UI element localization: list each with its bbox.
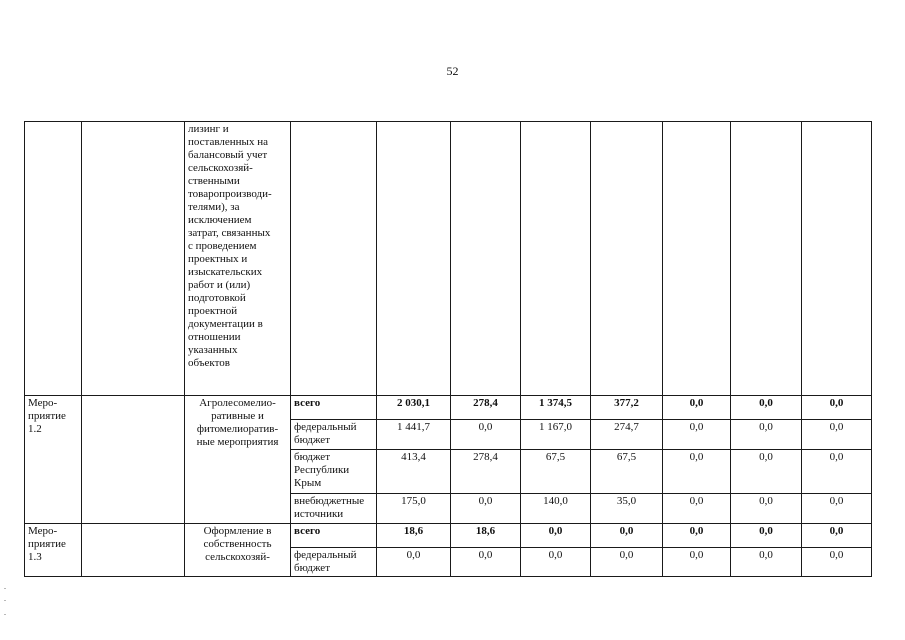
value-cell-col-5: 0,0	[663, 494, 731, 524]
continuation-row	[25, 122, 872, 396]
text-line: сельскохозяй-	[188, 162, 253, 174]
value-cell-col-2: 0,0	[451, 494, 521, 524]
text-line: проектной	[188, 305, 238, 317]
value-cell-col-2: 0,0	[451, 420, 521, 450]
value-cell-col-7: 0,0	[802, 494, 872, 524]
value-cell-col-4: 0,0	[591, 524, 663, 548]
funding-source-cell	[291, 494, 377, 524]
text-line: собственность	[203, 538, 272, 550]
value-cell-col-1: 175,0	[377, 494, 451, 524]
value-cell-col-1: 18,6	[377, 524, 451, 548]
continuation-value-cell	[731, 122, 802, 396]
value-cell-col-3: 0,0	[521, 524, 591, 548]
funding-source-cell	[291, 450, 377, 494]
value-cell-col-3: 1 374,5	[521, 396, 591, 420]
text-line: Крым	[294, 477, 322, 489]
value-cell-col-1: 2 030,1	[377, 396, 451, 420]
value-cell-col-4: 35,0	[591, 494, 663, 524]
value-cell-col-6: 0,0	[731, 494, 802, 524]
text-line: отношении	[188, 331, 241, 343]
text-line: всего	[294, 397, 321, 409]
table-body	[25, 122, 872, 577]
measure-1-2-executor-cell	[82, 396, 185, 524]
text-line: 1.2	[28, 423, 42, 435]
text-line: исключением	[188, 214, 252, 226]
value-cell-col-2: 18,6	[451, 524, 521, 548]
text-line: бюджет	[294, 451, 330, 463]
budget-table	[24, 121, 872, 577]
funding-source-cell	[291, 524, 377, 548]
text-line: ственными	[188, 175, 240, 187]
text-line: сельскохозяй-	[205, 551, 270, 563]
text-line: проектных и	[188, 253, 248, 265]
text-line: приятие	[28, 538, 66, 550]
text-line: приятие	[28, 410, 66, 422]
text-line: Меро-	[28, 525, 58, 537]
value-cell-col-3: 1 167,0	[521, 420, 591, 450]
continuation-value-cell	[802, 122, 872, 396]
funding-source-cell	[291, 420, 377, 450]
funding-source-cell	[291, 396, 377, 420]
text-line: работ и (или)	[188, 279, 251, 291]
text-line: федеральный	[294, 421, 357, 433]
text-line: внебюджетные	[294, 495, 365, 507]
measure-1-2-row-1	[25, 396, 872, 420]
text-line: подготовкой	[188, 292, 246, 304]
value-cell-col-2: 278,4	[451, 450, 521, 494]
value-cell-col-6: 0,0	[731, 420, 802, 450]
continuation-name-cell	[25, 122, 82, 396]
measure-1-2-name-cell	[25, 396, 82, 524]
continuation-source-cell	[291, 122, 377, 396]
text-line: Оформление в	[203, 525, 272, 537]
text-line: изыскательских	[188, 266, 263, 278]
measure-1-2-description-cell	[185, 396, 291, 524]
value-cell-col-1: 1 441,7	[377, 420, 451, 450]
text-line: Республики	[294, 464, 350, 476]
text-line: затрат, связанных	[188, 227, 271, 239]
value-cell-col-1: 0,0	[377, 548, 451, 577]
value-cell-col-6: 0,0	[731, 548, 802, 577]
value-cell-col-6: 0,0	[731, 450, 802, 494]
scan-mark	[4, 614, 6, 615]
text-line: бюджет	[294, 562, 330, 574]
continuation-value-cell	[451, 122, 521, 396]
value-cell-col-5: 0,0	[663, 420, 731, 450]
value-cell-col-4: 274,7	[591, 420, 663, 450]
text-line: товаропроизводи-	[188, 188, 272, 200]
value-cell-col-6: 0,0	[731, 524, 802, 548]
continuation-executor-cell	[82, 122, 185, 396]
measure-1-3-name-cell	[25, 524, 82, 577]
text-line: с проведением	[188, 240, 257, 252]
continuation-value-cell	[377, 122, 451, 396]
value-cell-col-4: 67,5	[591, 450, 663, 494]
funding-source-cell	[291, 548, 377, 577]
value-cell-col-3: 67,5	[521, 450, 591, 494]
value-cell-col-5: 0,0	[663, 450, 731, 494]
text-line: ные мероприятия	[196, 436, 279, 448]
value-cell-col-7: 0,0	[802, 524, 872, 548]
scan-mark	[4, 600, 6, 601]
text-line: Меро-	[28, 397, 58, 409]
text-line: поставленных на	[188, 136, 268, 148]
text-line: лизинг и	[188, 123, 229, 135]
value-cell-col-3: 0,0	[521, 548, 591, 577]
value-cell-col-4: 0,0	[591, 548, 663, 577]
text-line: всего	[294, 525, 321, 537]
value-cell-col-5: 0,0	[663, 396, 731, 420]
text-line: телями), за	[188, 201, 240, 213]
text-line: Агролесомелио-	[199, 397, 276, 409]
text-line: фитомелиоратив-	[196, 423, 279, 435]
value-cell-col-5: 0,0	[663, 548, 731, 577]
value-cell-col-7: 0,0	[802, 548, 872, 577]
text-line: 1.3	[28, 551, 42, 563]
text-line: ративные и	[211, 410, 264, 422]
text-line: бюджет	[294, 434, 330, 446]
continuation-value-cell	[591, 122, 663, 396]
measure-1-3-executor-cell	[82, 524, 185, 577]
value-cell-col-7: 0,0	[802, 420, 872, 450]
continuation-value-cell	[521, 122, 591, 396]
value-cell-col-1: 413,4	[377, 450, 451, 494]
value-cell-col-3: 140,0	[521, 494, 591, 524]
value-cell-col-6: 0,0	[731, 396, 802, 420]
value-cell-col-7: 0,0	[802, 396, 872, 420]
value-cell-col-2: 278,4	[451, 396, 521, 420]
scan-mark	[4, 588, 6, 589]
value-cell-col-2: 0,0	[451, 548, 521, 577]
text-line: объектов	[188, 357, 230, 369]
text-line: балансовый учет	[188, 149, 268, 161]
value-cell-col-5: 0,0	[663, 524, 731, 548]
measure-1-3-row-1	[25, 524, 872, 548]
continuation-description-cell	[185, 122, 291, 396]
text-line: документации в	[188, 318, 263, 330]
text-line: федеральный	[294, 549, 357, 561]
continuation-value-cell	[663, 122, 731, 396]
page-number: 52	[446, 64, 459, 78]
value-cell-col-4: 377,2	[591, 396, 663, 420]
text-line: указанных	[188, 344, 238, 356]
value-cell-col-7: 0,0	[802, 450, 872, 494]
text-line: источники	[294, 508, 344, 520]
measure-1-3-description-cell	[185, 524, 291, 577]
